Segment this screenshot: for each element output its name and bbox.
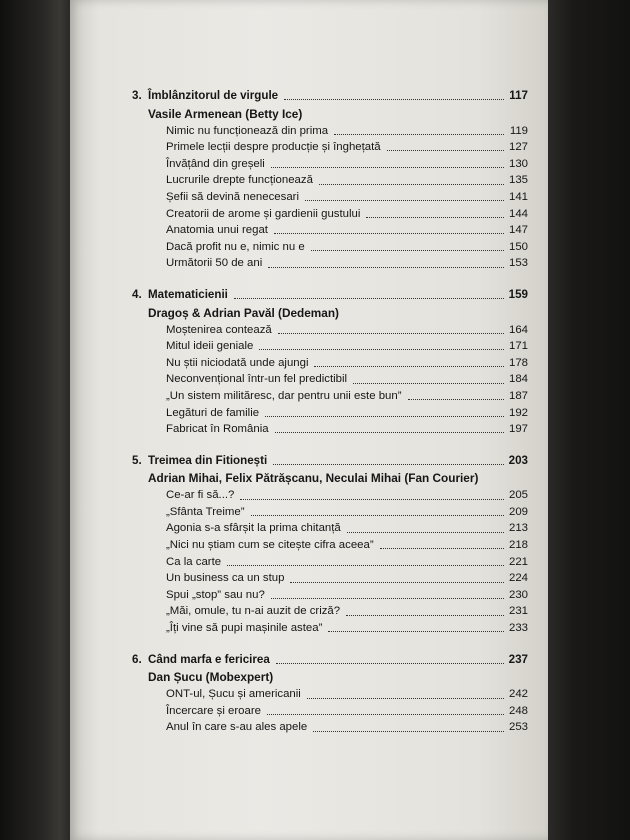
toc-entry	[132, 222, 528, 239]
dot-leader	[328, 630, 504, 632]
entry-title: ONT-ul, Șucu și americanii	[166, 688, 301, 701]
chapter-author: Vasile Armenean (Betty Ice)	[148, 106, 303, 121]
page-number: 135	[508, 174, 528, 187]
page-number: 197	[508, 423, 528, 436]
dot-leader	[265, 415, 504, 417]
chapter-author: Dragoș & Adrian Pavăl (Dedeman)	[148, 305, 339, 320]
dot-leader	[251, 514, 505, 516]
page-number: 164	[508, 323, 528, 336]
toc-entry	[132, 421, 528, 438]
entry-title: Șefii să devină nenecesari	[166, 190, 299, 203]
chapter-heading	[132, 453, 528, 470]
page-number: 192	[508, 406, 528, 419]
page-number: 242	[508, 688, 528, 701]
dot-leader	[240, 498, 504, 500]
entry-title: „Nici nu știam cum se citește cifra aceea”	[166, 539, 374, 552]
dot-leader	[278, 332, 504, 334]
toc-entry	[132, 405, 528, 422]
toc-entry	[132, 139, 528, 156]
page-number: 141	[508, 190, 528, 203]
toc-entry	[132, 239, 528, 256]
toc-entry	[132, 487, 528, 504]
page-number: 144	[508, 207, 528, 220]
toc-entry	[132, 322, 528, 339]
dot-leader	[275, 431, 504, 433]
entry-title: Creatorii de arome și gardienii gustului	[166, 207, 361, 220]
page-number: 248	[508, 704, 528, 717]
page-number: 205	[508, 489, 528, 502]
chapter-title: Matematicienii	[148, 287, 228, 301]
entry-title: Legături de familie	[166, 406, 260, 419]
page-number: 153	[508, 257, 528, 270]
toc-entry	[132, 686, 528, 703]
toc-entry	[132, 587, 528, 604]
page-number: 224	[508, 572, 528, 585]
entry-title: Neconvențional într-un fel predictibil	[166, 373, 348, 386]
chapter-title: Când marfa e fericirea	[148, 652, 270, 666]
dot-leader	[290, 581, 504, 583]
page-number: 213	[508, 522, 528, 535]
toc-entry	[132, 554, 528, 571]
page-number: 127	[508, 141, 528, 154]
page-number: 231	[508, 605, 528, 618]
toc-entry	[132, 156, 528, 173]
toc-entry	[132, 206, 528, 223]
toc-entry	[132, 355, 528, 372]
entry-title: Fabricat în România	[166, 423, 269, 436]
chapter-spacer	[132, 272, 528, 287]
page-number: 203	[508, 453, 528, 467]
toc-entry	[132, 537, 528, 554]
dot-leader	[319, 183, 504, 185]
dot-leader	[273, 463, 504, 465]
dot-leader	[346, 614, 504, 616]
page-number: 171	[508, 340, 528, 353]
entry-title: Nimic nu funcționează din prima	[166, 124, 329, 137]
dot-leader	[267, 713, 504, 715]
dot-leader	[268, 266, 504, 268]
page-number: 221	[508, 555, 528, 568]
chapter-title: Îmblânzitorul de virgule	[148, 89, 279, 102]
page-number: 187	[508, 389, 528, 402]
page-number: 147	[508, 224, 528, 237]
entry-title: Spui „stop” sau nu?	[166, 588, 265, 601]
chapter-spacer	[132, 637, 528, 652]
entry-title: „Îți vine să pupi mașinile astea”	[166, 622, 323, 635]
page-number: 233	[508, 622, 528, 635]
table-of-contents	[132, 88, 528, 736]
toc-entry	[132, 603, 528, 620]
toc-entry	[132, 504, 528, 521]
page-number: 218	[508, 539, 528, 552]
entry-title: Anatomia unui regat	[166, 224, 268, 237]
book-edge-shadow	[548, 0, 630, 840]
page-number: 184	[508, 373, 528, 386]
dot-leader	[271, 597, 504, 599]
dot-leader	[387, 149, 504, 151]
chapter-heading	[132, 88, 528, 105]
entry-title: Mitul ideii geniale	[166, 340, 254, 353]
dot-leader	[311, 249, 504, 251]
page-number: 209	[508, 505, 528, 518]
dot-leader	[271, 166, 504, 168]
page-number: 159	[508, 287, 528, 301]
entry-title: Moștenirea contează	[166, 323, 272, 336]
chapter-spacer	[132, 438, 528, 453]
entry-title: Lucrurile drepte funcționează	[166, 174, 313, 187]
entry-title: Încercare și eroare	[166, 704, 261, 717]
toc-entry	[132, 520, 528, 537]
dot-leader	[313, 730, 504, 732]
entry-title: Dacă profit nu e, nimic nu e	[166, 240, 305, 253]
dot-leader	[284, 98, 504, 100]
chapter-heading	[132, 652, 528, 669]
dot-leader	[305, 199, 504, 201]
entry-title: Nu știi niciodată unde ajungi	[166, 356, 309, 369]
entry-title: Ce-ar fi să...?	[166, 489, 235, 502]
toc-entry	[132, 338, 528, 355]
page-number: 150	[508, 240, 528, 253]
dot-leader	[408, 398, 505, 400]
page-number: 253	[508, 721, 528, 734]
toc-entry	[132, 123, 528, 140]
toc-entry	[132, 388, 528, 405]
toc-entry	[132, 189, 528, 206]
entry-title: Agonia s-a sfârșit la prima chitanță	[166, 522, 341, 535]
toc-entry	[132, 620, 528, 637]
toc-entry	[132, 255, 528, 272]
dot-leader	[274, 232, 504, 234]
toc-entry	[132, 172, 528, 189]
entry-title: Următorii 50 de ani	[166, 257, 263, 270]
chapter-title: Treimea din Fitionești	[148, 453, 268, 467]
entry-title: „Măi, omule, tu n-ai auzit de criză?	[166, 605, 341, 618]
page-number: 178	[508, 356, 528, 369]
chapter-number: 4.	[132, 287, 142, 301]
dot-leader	[227, 564, 504, 566]
chapter-author: Adrian Mihai, Felix Pătrășcanu, Neculai Mihai (Fan Courier)	[148, 471, 479, 486]
dot-leader	[234, 297, 504, 299]
entry-title: „Sfânta Treime”	[166, 505, 245, 518]
entry-title: Anul în care s-au ales apele	[166, 721, 308, 734]
entry-title: Ca la carte	[166, 555, 222, 568]
chapter-number: 6.	[132, 652, 142, 666]
dot-leader	[347, 531, 504, 533]
page-number: 130	[508, 157, 528, 170]
page-number: 230	[508, 588, 528, 601]
toc-entry	[132, 703, 528, 720]
dot-leader	[366, 216, 504, 218]
toc-entry	[132, 371, 528, 388]
dot-leader	[314, 365, 504, 367]
entry-title: Un business ca un stup	[166, 572, 285, 585]
chapter-heading	[132, 287, 528, 304]
entry-title: Învățând din greșeli	[166, 157, 265, 170]
toc-entry	[132, 719, 528, 736]
chapter-author: Dan Șucu (Mobexpert)	[148, 670, 274, 685]
chapter-number: 5.	[132, 453, 142, 467]
toc-entry	[132, 570, 528, 587]
page-number: 117	[509, 89, 528, 102]
dot-leader	[276, 662, 504, 664]
entry-title: Primele lecții despre producție și înghețată	[166, 141, 381, 154]
entry-title: „Un sistem milităresc, dar pentru unii este bun”	[166, 389, 402, 402]
chapter-number: 3.	[132, 89, 142, 102]
dot-leader	[380, 547, 504, 549]
page-number: 119	[509, 124, 528, 137]
dot-leader	[307, 697, 504, 699]
dot-leader	[259, 348, 504, 350]
page-number: 237	[508, 652, 528, 666]
dot-leader	[353, 382, 504, 384]
dot-leader	[334, 133, 504, 135]
